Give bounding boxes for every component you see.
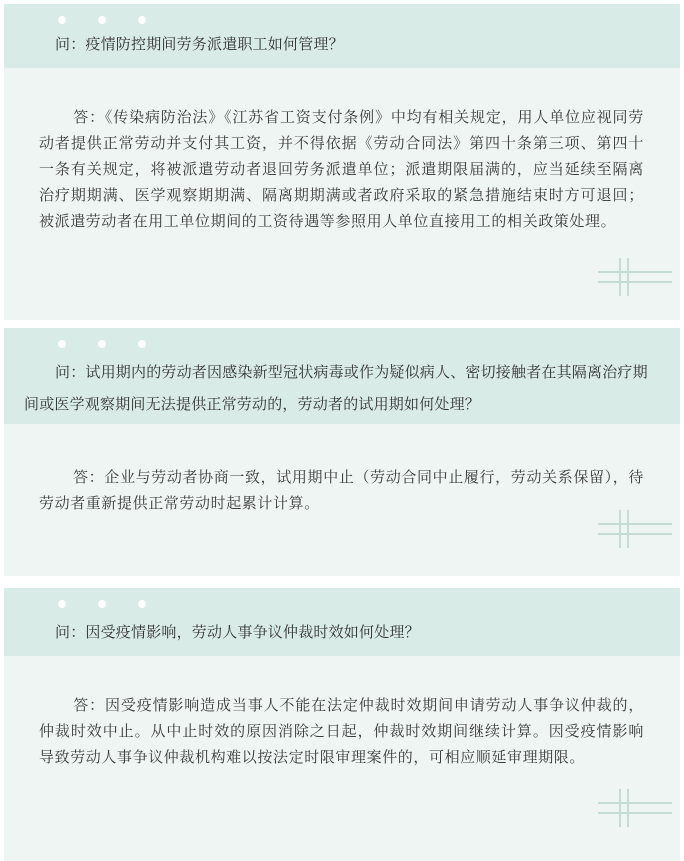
answer-text-1 (39, 104, 644, 234)
answer-text-2 (39, 464, 644, 516)
lines-decoration-icon (598, 789, 672, 827)
lines-decoration-icon (598, 258, 672, 296)
lines-decoration-icon (598, 510, 672, 548)
answer-block-3 (4, 656, 680, 861)
dot-icon (138, 340, 146, 348)
dot-icon (138, 16, 146, 24)
qa-card-3 (4, 588, 680, 861)
question-text-2 (24, 356, 660, 420)
answer-block-1 (4, 68, 680, 320)
dot-icon (58, 16, 66, 24)
answer-content-3: 答：因受疫情影响造成当事人不能在法定仲裁时效期间申请劳动人事争议仲裁的，仲裁时效中止。从中止时效的原因消除之日起，仲裁时效期间继续计算。因受疫情影响导致劳动人事争议仲裁机构难以按法定时限审理案件的，可相应顺延审理期限。 (39, 696, 644, 766)
answer-text-3 (39, 692, 644, 770)
question-block-2 (4, 328, 680, 424)
dot-icon (58, 600, 66, 608)
qa-card-2 (4, 328, 680, 576)
question-content-2: 问：试用期内的劳动者因感染新型冠状病毒或作为疑似病人、密切接触者在其隔离治疗期间或医学观察期间无法提供正常劳动的，劳动者的试用期如何处理？ (24, 363, 648, 413)
dot-icon (58, 340, 66, 348)
dot-icon (98, 16, 106, 24)
question-block-3 (4, 588, 680, 656)
question-block-1 (4, 4, 680, 68)
dot-icon (98, 340, 106, 348)
qa-card-1 (4, 4, 680, 320)
dot-icon (138, 600, 146, 608)
dot-icon (98, 600, 106, 608)
answer-block-2 (4, 424, 680, 576)
answer-content-2: 答：企业与劳动者协商一致，试用期中止（劳动合同中止履行，劳动关系保留），待劳动者重新提供正常劳动时起累计计算。 (39, 468, 644, 512)
answer-content-1: 答：《传染病防治法》《江苏省工资支付条例》中均有相关规定，用人单位应视同劳动者提供正常劳动并支付其工资，并不得依据《劳动合同法》第四十条第三项、第四十一条有关规定，将被派遣劳动者退回劳务派遣单位；派遣期限届满的，应当延续至隔离治疗期期满、医学观察期期满、隔离期期满或者政府采取的紧急措施结束时方可退回；被派遣劳动者在用工单位期间的工资待遇等参照用人单位直接用工的相关政策处理。 (39, 108, 644, 230)
question-text-3: 问：因受疫情影响，劳动人事争议仲裁时效如何处理？ (55, 623, 420, 641)
question-text-1: 问：疫情防控期间劳务派遣职工如何管理？ (55, 35, 344, 53)
